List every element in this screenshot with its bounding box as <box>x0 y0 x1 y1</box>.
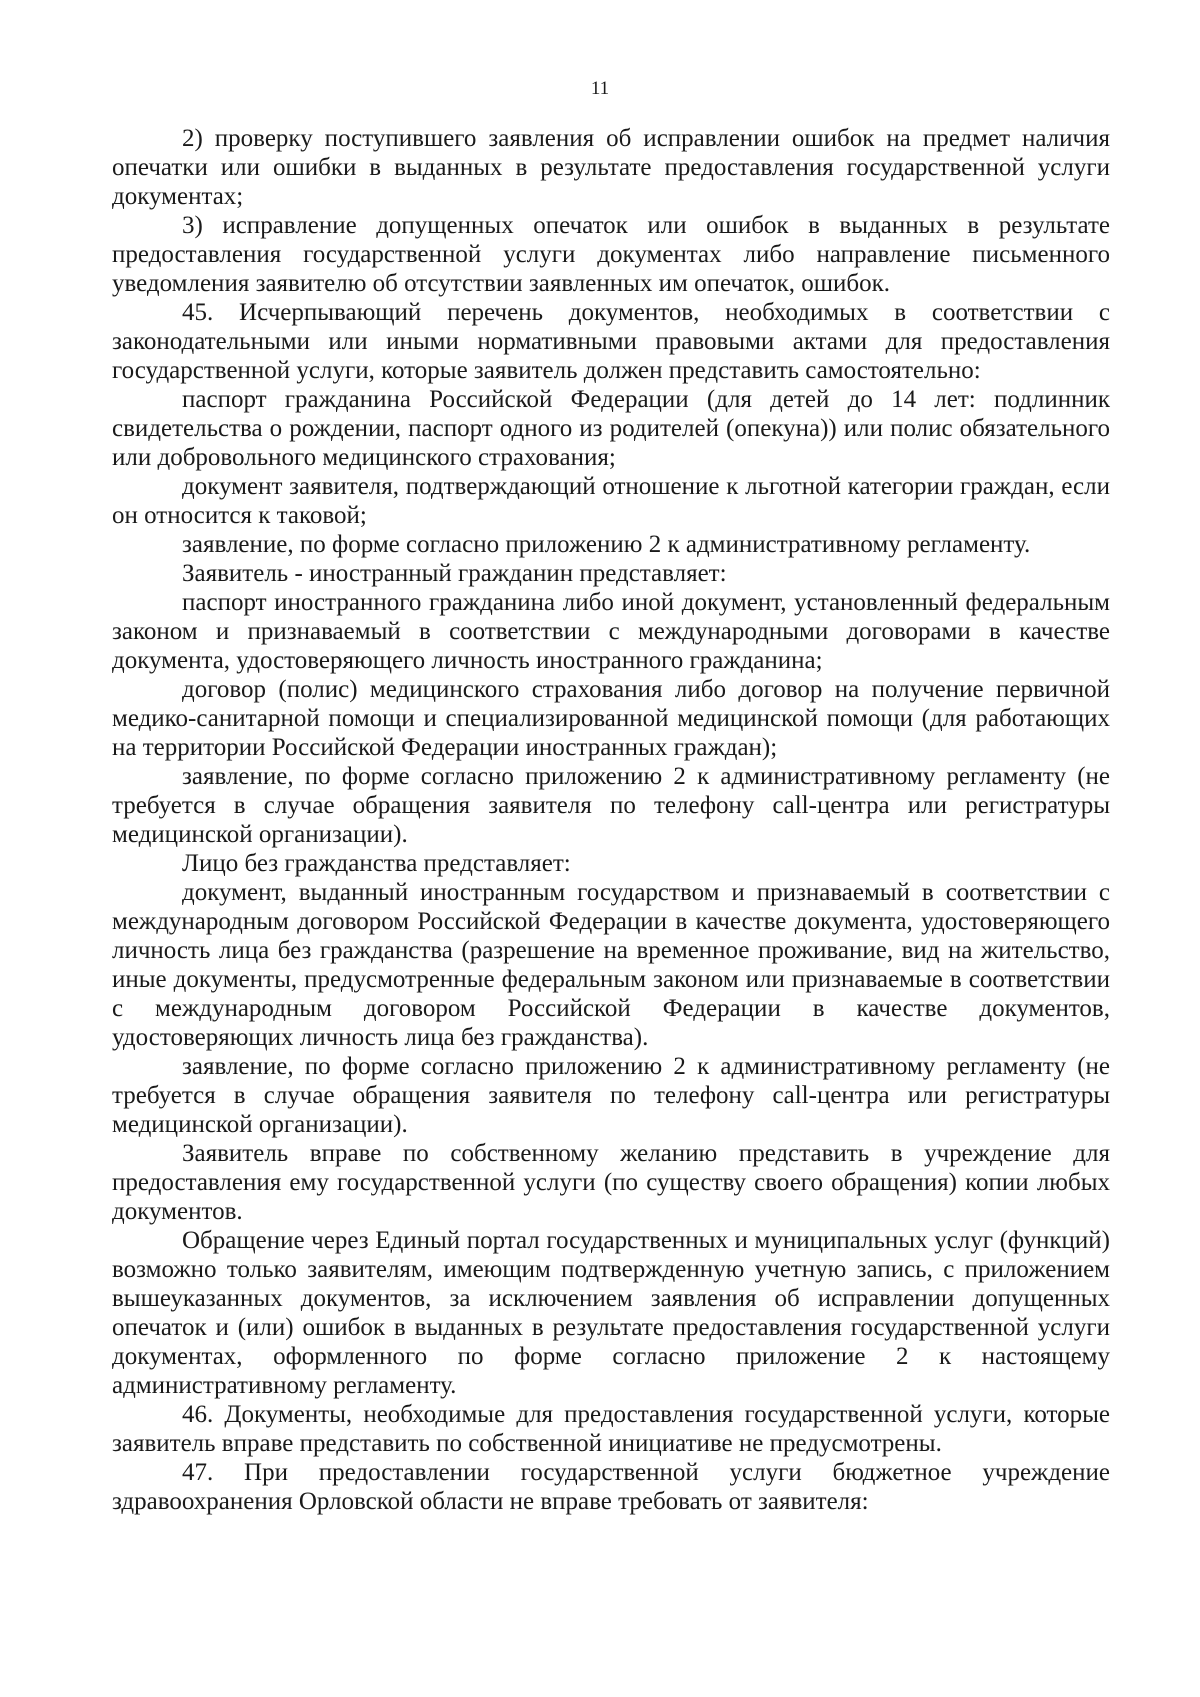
paragraph-foreign-passport: паспорт иностранного гражданина либо иной документ, установленный федеральным законом и признаваемый в соответствии с международными договорами в качестве документа, удостоверяющего личность иностранного гражданина; <box>112 589 1110 674</box>
paragraph-unified-portal: Обращение через Единый портал государственных и муниципальных услуг (функций) возможно только заявителям, имеющим подтвержденную учетную запись, с приложением вышеуказанных документов, за исключением заявления об исправлении допущенных опечаток и (или) ошибок в выданных в результате предоставления государственной услуги документах, оформленного по форме согласно приложение 2 к настоящему административному регламенту. <box>112 1227 1110 1399</box>
paragraph-item-2-verification: 2) проверку поступившего заявления об исправлении ошибок на предмет наличия опечатки или ошибки в выданных в результате предоставления государственной услуги документах; <box>112 125 1110 210</box>
paragraph-item-3-correction: 3) исправление допущенных опечаток или ошибок в выданных в результате предоставления государственной услуги документах либо направление письменного уведомления заявителю об отсутствии заявленных им опечаток, ошибок. <box>112 212 1110 297</box>
paragraph-application-form: заявление, по форме согласно приложению 2 к административному регламенту. <box>182 531 1031 558</box>
paragraph-47-restrictions: 47. При предоставлении государственной услуги бюджетное учреждение здравоохранения Орловской области не вправе требовать от заявителя: <box>112 1459 1110 1515</box>
paragraph-foreign-citizen-heading: Заявитель - иностранный гражданин представляет: <box>182 560 727 587</box>
paragraph-45-documents-list: 45. Исчерпывающий перечень документов, необходимых в соответствии с законодательными или иными нормативными правовыми актами для предоставления государственной услуги, которые заявитель должен представить самостоятельно: <box>112 299 1110 384</box>
page-number: 11 <box>590 78 610 99</box>
paragraph-optional-copies: Заявитель вправе по собственному желанию представить в учреждение для предоставления ему государственной услуги (по существу своего обращения) копии любых документов. <box>112 1140 1110 1225</box>
paragraph-privilege-document: документ заявителя, подтверждающий отношение к льготной категории граждан, если он относится к таковой; <box>112 473 1110 529</box>
paragraph-stateless-heading: Лицо без гражданства представляет: <box>182 850 571 877</box>
paragraph-application-stateless: заявление, по форме согласно приложению 2 к административному регламенту (не требуется в случае обращения заявителя по телефону call-центра или регистратуры медицинской организации). <box>112 1053 1110 1138</box>
paragraph-passport: паспорт гражданина Российской Федерации (для детей до 14 лет: подлинник свидетельства о рождении, паспорт одного из родителей (опекуна)) или полис обязательного или добровольного медицинского страхования; <box>112 386 1110 471</box>
paragraph-46-optional-documents: 46. Документы, необходимые для предоставления государственной услуги, которые заявитель вправе представить по собственной инициативе не предусмотрены. <box>112 1401 1110 1457</box>
paragraph-stateless-document: документ, выданный иностранным государством и признаваемый в соответствии с международным договором Российской Федерации в качестве документа, удостоверяющего личность лица без гражданства (разрешение на временное проживание, вид на жительство, иные документы, предусмотренные федеральным законом или признаваемые в соответствии с международным договором Российской Федерации в качестве документов, удостоверяющих личность лица без гражданства). <box>112 879 1110 1051</box>
paragraph-application-foreign: заявление, по форме согласно приложению 2 к административному регламенту (не требуется в случае обращения заявителя по телефону call-центра или регистратуры медицинской организации). <box>112 763 1110 848</box>
document-body <box>112 124 1110 1516</box>
paragraph-insurance-contract: договор (полис) медицинского страхования либо договор на получение первичной медико-санитарной помощи и специализированной медицинской помощи (для работающих на территории Российской Федерации иностранных граждан); <box>112 676 1110 761</box>
